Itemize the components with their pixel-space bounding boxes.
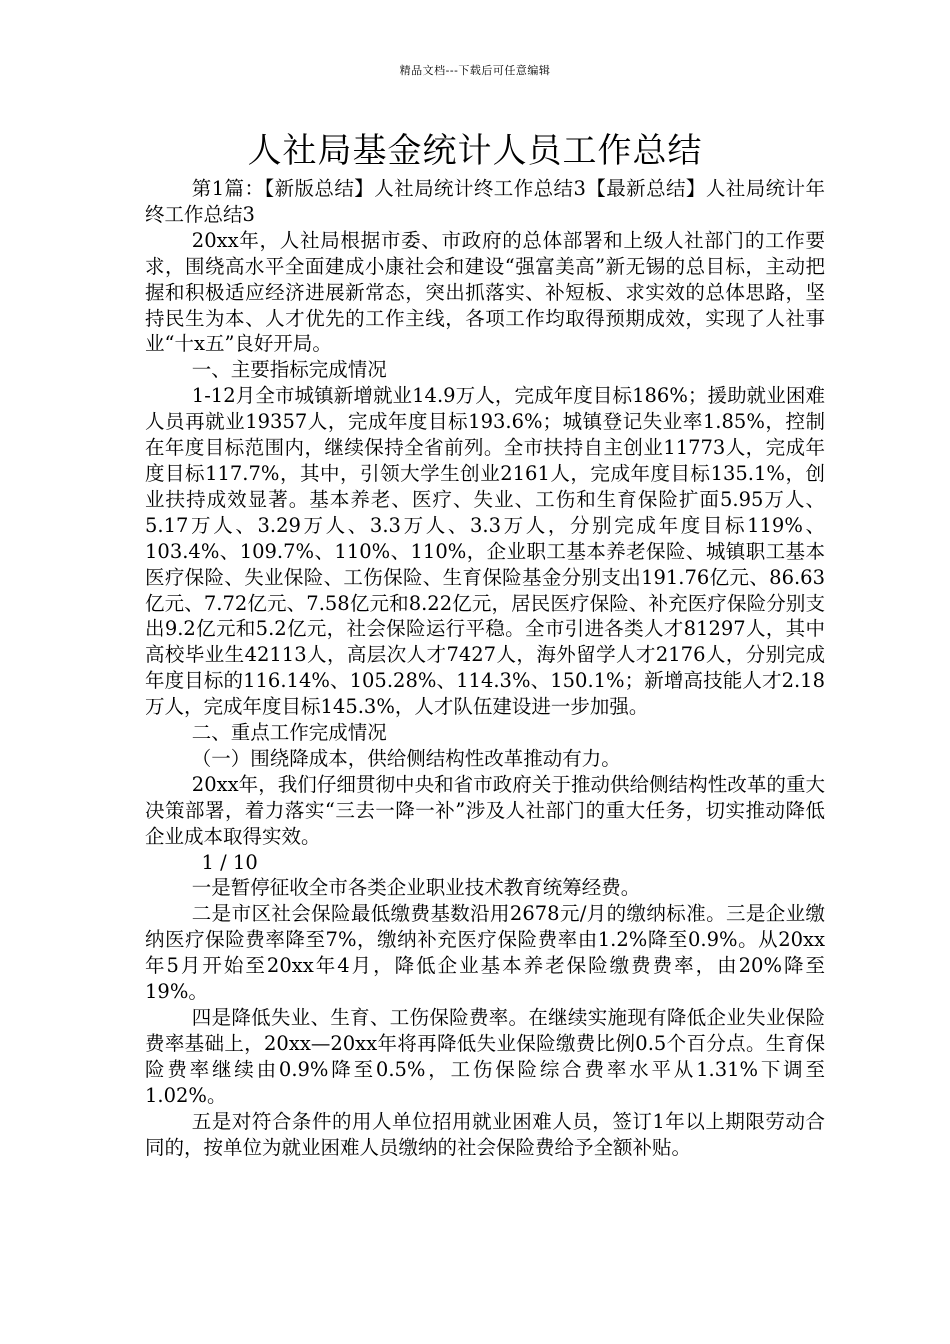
- chapter-heading: 第1篇：【新版总结】人社局统计终工作总结3【最新总结】人社局统计年终工作总结3: [145, 177, 825, 226]
- indicators-paragraph: 1-12月全市城镇新增就业14.9万人，完成年度目标186%；援助就业困难人员再就业19357人，完成年度目标193.6%；城镇登记失业率1.85%，控制在年度目标范围内，继续保持全省前列。全市扶持自主创业11773人，完成年度目标117.7%，其中，引领大学生创业2161人，完成年度目标135.1%，创业扶持成效显著。基本养老、医疗、失业、工伤和生育保险扩面5.95万人、5.17万人、3.29万人、3.3万人、3.3万人，分别完成年度目标119%、103.4%、109.7%、110%、110%，企业职工基本养老保险、城镇职工基本医疗保险、失业保险、工伤保险、生育保险基金分别支出191.76亿元、86.63亿元、7.72亿元、7.58亿元和8.22亿元，居民医疗保险、补充医疗保险分别支出9.2亿元和5.2亿元，社会保险运行平稳。全市引进各类人才81297人，其中高校毕业生42113人，高层次人才7427人，海外留学人才2176人，分别完成年度目标的116.14%、105.28%、114.3%、150.1%；新增高技能人才2.18万人，完成年度目标145.3%，人才队伍建设进一步加强。: [145, 384, 825, 719]
- measure-paragraph-4: 四是降低失业、生育、工伤保险费率。在继续实施现有降低企业失业保险费率基础上，20xx—20xx年将再降低失业保险缴费比例0.5个百分点。生育保险费率继续由0.9%降至0.5%，工伤保险综合费率水平从1.31%下调至1.02%。: [145, 1006, 825, 1107]
- intro-paragraph: 20xx年，人社局根据市委、市政府的总体部署和上级人社部门的工作要求，围绕高水平全面建成小康社会和建设“强富美高”新无锡的总目标，主动把握和积极适应经济进展新常态，突出抓落实、补短板、求实效的总体思路，坚持民生为本、人才优先的工作主线，各项工作均取得预期成效，实现了人社事业“十x五”良好开局。: [145, 228, 825, 356]
- section-heading-2: 二、重点工作完成情况: [191, 721, 387, 745]
- reform-paragraph: 20xx年，我们仔细贯彻中央和省市政府关于推动供给侧结构性改革的重大决策部署，着力落实“三去一降一补”涉及人社部门的重大任务，切实推动降低企业成本取得实效。: [145, 772, 825, 848]
- page-header-note: 精品文档---下载后可任意编辑: [399, 64, 551, 77]
- section-heading-1: 一、主要指标完成情况: [191, 358, 387, 382]
- measure-paragraph-1: 一是暂停征收全市各类企业职业技术教育统筹经费。: [191, 876, 641, 900]
- document-title: 人社局基金统计人员工作总结: [247, 131, 703, 171]
- subsection-heading-1: （一）围绕降成本，供给侧结构性改革推动有力。: [191, 746, 621, 770]
- document-body: [145, 176, 825, 1160]
- measure-paragraph-5: 五是对符合条件的用人单位招用就业困难人员，签订1年以上期限劳动合同的，按单位为就业困难人员缴纳的社会保险费给予全额补贴。: [145, 1109, 825, 1159]
- measure-paragraph-2: 二是市区社会保险最低缴费基数沿用2678元/月的缴纳标准。三是企业缴纳医疗保险费率降至7%，缴纳补充医疗保险费率由1.2%降至0.9%。从20xx年5月开始至20xx年4月，降低企业基本养老保险缴费费率，由20%降至19%。: [145, 902, 825, 1004]
- page-number: 1 / 10: [201, 850, 258, 874]
